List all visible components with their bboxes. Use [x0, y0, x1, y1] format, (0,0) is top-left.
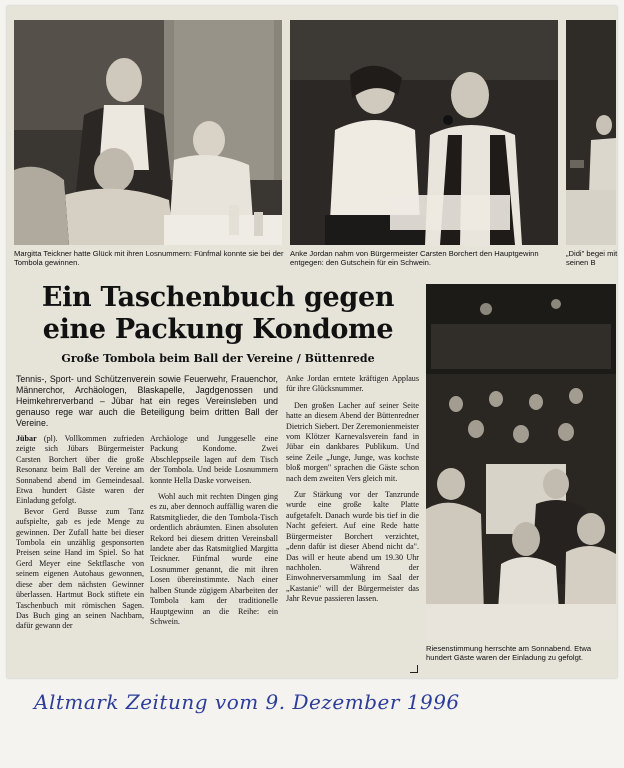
article-paragraph: Bevor Gerd Busse zum Tanz aufspielte, gab es jede Menge zu gewinnen. Der Zufall hatte bei dieser Tombola ein unzählig gesponsorten Preisen seine Hand im Spiel. So hat Gerd Meyer eine Sektflasche von seinem eigenen Autohaus gewonnen, diese aber dem nächsten Gewinner überlassen. Hartmut Bock stiftete ein Taschenbuch mit römischen Sagen. Das Buch ging an seinen Nachbarn, dafür gewann der [16, 506, 144, 631]
caption-photo3: „Didi" begei mit seinen B [566, 249, 618, 267]
headline-line2: eine Packung Kondome [42, 314, 394, 345]
handwritten-source-note: Altmark Zeitung vom 9. Dezember 1996 [34, 690, 460, 714]
photo-crowd [426, 284, 616, 641]
article-paragraph: Wohl auch mit rechten Dingen ging es zu, aber dennoch auffällig waren die Ratsmitglieder, die den Tombola-Tisch ordentlich abräumten. Einen absoluten Rekord bei diesem dritten Vereinsball landete aber das Ratsmitglied Margitta Teickner. Fünfmal wurde eine Losnummer genannt, die mit ihren Losen übereinstimmte. Nach einer halben Stunde zügigem Abarbeiten der Tombola kam der traditionelle Hauptgewinn an die Reihe: ein Schwein. [150, 492, 278, 626]
dateline: Jübar [16, 434, 37, 443]
headline-line1: Ein Taschenbuch gegen [41, 282, 395, 313]
end-mark-icon [410, 665, 418, 673]
article-column-3 [286, 374, 419, 605]
article-column-2 [150, 434, 278, 627]
lead-paragraph: Tennis-, Sport- und Schützenverein sowie Feuerwehr, Frauenchor, Männerchor, Archäologen, Blaskapelle, Jagdgenossen und Heimkehrerverband – Jübar hat ein reges Vereinsleben und genauso rege war auch die Beteiligung beim dritten Ball der Vereine. [16, 374, 278, 428]
article-paragraph: Zur Stärkung vor der Tanzrunde wurde eine große kalte Platte aufgetafelt. Danach wurde bis tief in die Nacht gefeiert. Auf eine Rede hatte Bürgermeister Borchert verzichtet, „denn dafür ist dieser Abend nicht da". Das will er heute abend um 19.30 Uhr nachholen. Während der Einwohnerversammlung im Saal der „Kastanie" will der Bürgermeister das Jahr Revue passieren lassen. [286, 490, 419, 604]
subheadline: Große Tombola beim Ball der Vereine / Büttenrede [61, 352, 375, 365]
photo-didi [566, 20, 616, 245]
article-paragraph [16, 434, 144, 507]
caption-photo4: Riesenstimmung herrschte am Sonnabend. Etwa hundert Gäste waren der Einladung zu gefolgt. [426, 644, 592, 662]
headline [14, 282, 422, 346]
article-paragraph: Anke Jordan erntete kräftigen Applaus für ihre Glücksnummer. [286, 374, 419, 394]
article-column-1 [16, 434, 144, 632]
article-paragraph: Archäologe und Junggeselle eine Packung Kondome. Zwei Abschleppseile lagen auf dem Tisch der Tombola. Und beide Losnummern konnte Hella Daske vorweisen. [150, 434, 278, 485]
caption-photo2: Anke Jordan nahm von Bürgermeister Carsten Borchert den Hauptgewinn entgegen: den Gutschein für ein Schwein. [290, 249, 539, 267]
caption-photo1: Margitta Teickner hatte Glück mit ihren Losnummern: Fünfmal konnte sie bei der Tombola gewinnen. [14, 249, 284, 267]
photo-tombola-winner [14, 20, 282, 245]
paragraph-text: (pl). Vollkommen zufrieden zeigte sich Jübars Bürgermeister Carsten Borchert über die große Resonanz beim Ball der Vereine am Sonnabend abend im Gemeindesaal. Etwa hundert Gäste waren der Einladung gefolgt. [16, 434, 144, 506]
photo-main-prize [290, 20, 558, 245]
article-paragraph: Den großen Lacher auf seiner Seite hatte an diesem Abend der Büttenredner Dietrich Siebert. Der Zeremonienmeister vom Klötzer Karnevalsverein fand in Jübar ein dankbares Publikum. Und seine Zeile „Junge, Junge, was kochste bloß morgen" sprachen die Gäste schon nach dem zweiten Vers gleich mit. [286, 400, 419, 483]
